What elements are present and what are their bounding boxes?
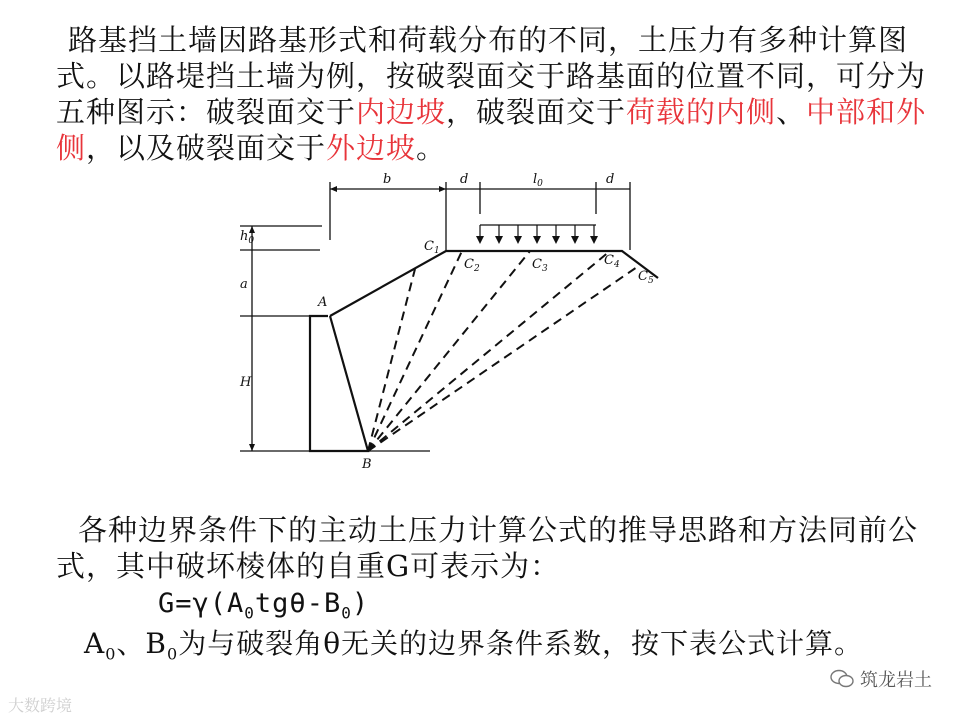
intro-text-2: ，破裂面交于 <box>446 95 627 129</box>
failure-plane-c4 <box>368 251 610 451</box>
coefficient-paragraph: $A_0$、$B_0$为与破裂角θ无关的边界条件系数，按下表公式计算。 <box>84 627 864 664</box>
label-C5: $C_5$ <box>638 269 654 286</box>
retaining-wall-diagram <box>200 168 670 478</box>
highlight-load-middle-outer: 中部和外侧 <box>56 95 927 165</box>
weight-formula: $G=\gamma(A_0tg\theta-B_0)$ <box>158 588 370 623</box>
label-h0: $h_0$ <box>240 229 255 246</box>
intro-text-4: ，以及破裂面交于 <box>86 131 327 165</box>
label-C4: $C_4$ <box>604 253 620 270</box>
label-H: H <box>240 375 252 390</box>
label-C2: $C_2$ <box>464 257 480 274</box>
label-B: B <box>362 457 372 472</box>
label-C3: $C_3$ <box>532 257 548 274</box>
highlight-load-inner: 荷载的内侧 <box>626 95 777 129</box>
label-d-right: d <box>606 172 615 187</box>
intro-paragraph <box>56 22 936 166</box>
wechat-icon <box>830 669 854 689</box>
label-d-left: d <box>460 172 469 187</box>
label-A: A <box>318 295 328 310</box>
highlight-inner-slope: 内边坡 <box>356 95 447 129</box>
intro-text-5: 。 <box>416 131 447 165</box>
intro-text-1: 路基挡土墙因路基形式和荷载分布的不同，土压力有多种计算图式。以路堤挡土墙为例，按破裂面交于路基面的位置不同，可分为五种图示：破裂面交于 <box>56 23 927 129</box>
label-l0: $l_0$ <box>533 172 543 189</box>
label-a: a <box>240 277 248 292</box>
label-C1: $C_1$ <box>424 239 440 256</box>
failure-plane-c5 <box>368 265 640 451</box>
derivation-paragraph: 各种边界条件下的主动土压力计算公式的推导思路和方法同前公式，其中破坏棱体的自重G可表示为： <box>56 513 919 583</box>
intro-text-3: 、 <box>776 95 807 129</box>
watermark-dashu: 大数跨境 <box>8 696 73 715</box>
label-b: b <box>383 172 392 187</box>
watermark-zhulong: 筑龙岩土 <box>830 666 932 692</box>
highlight-outer-slope: 外边坡 <box>326 131 417 165</box>
